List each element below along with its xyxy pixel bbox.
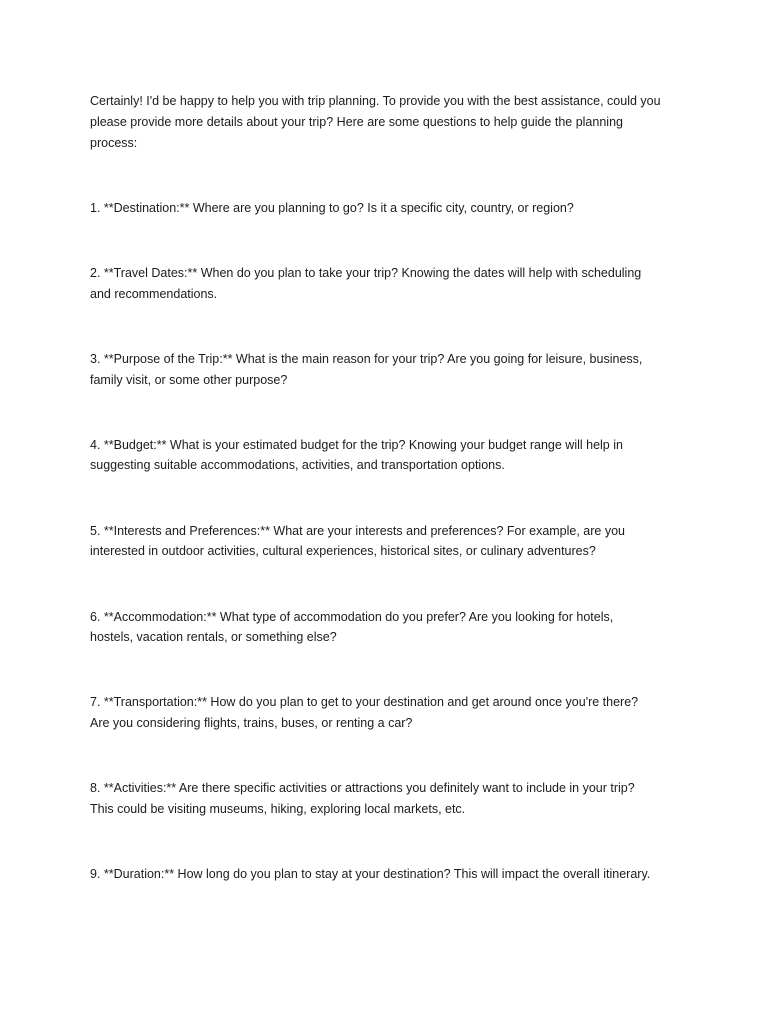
question-budget: 4. **Budget:** What is your estimated budget for the trip? Knowing your budget range will help in	[90, 438, 623, 452]
question-travel-dates: 2. **Travel Dates:** When do you plan to take your trip? Knowing the dates will help with scheduling	[90, 266, 642, 280]
question-transportation-continued: Are you considering flights, trains, buses, or renting a car?	[90, 716, 413, 730]
question-purpose-continued: family visit, or some other purpose?	[90, 373, 288, 387]
intro-line: please provide more details about your trip? Here are some questions to help guide the planning	[90, 115, 623, 129]
question-destination: 1. **Destination:** Where are you planning to go? Is it a specific city, country, or region?	[90, 201, 574, 215]
question-transportation: 7. **Transportation:** How do you plan to get to your destination and get around once you're there?	[90, 695, 639, 709]
intro-line: process:	[90, 136, 138, 150]
question-duration: 9. **Duration:** How long do you plan to stay at your destination? This will impact the overall itinerary.	[90, 867, 651, 881]
question-purpose: 3. **Purpose of the Trip:** What is the main reason for your trip? Are you going for leisure, business,	[90, 352, 643, 366]
question-budget-continued: suggesting suitable accommodations, activities, and transportation options.	[90, 458, 505, 472]
question-activities: 8. **Activities:** Are there specific activities or attractions you definitely want to include in your trip?	[90, 781, 635, 795]
question-activities-continued: This could be visiting museums, hiking, exploring local markets, etc.	[90, 802, 466, 816]
question-interests: 5. **Interests and Preferences:** What are your interests and preferences? For example, are you	[90, 524, 625, 538]
intro-line: Certainly! I'd be happy to help you with trip planning. To provide you with the best assistance, could you	[90, 94, 661, 108]
question-interests-continued: interested in outdoor activities, cultural experiences, historical sites, or culinary adventures?	[90, 544, 596, 558]
question-travel-dates-continued: and recommendations.	[90, 287, 218, 301]
question-accommodation-continued: hostels, vacation rentals, or something else?	[90, 630, 337, 644]
question-accommodation: 6. **Accommodation:** What type of accommodation do you prefer? Are you looking for hotels,	[90, 610, 614, 624]
